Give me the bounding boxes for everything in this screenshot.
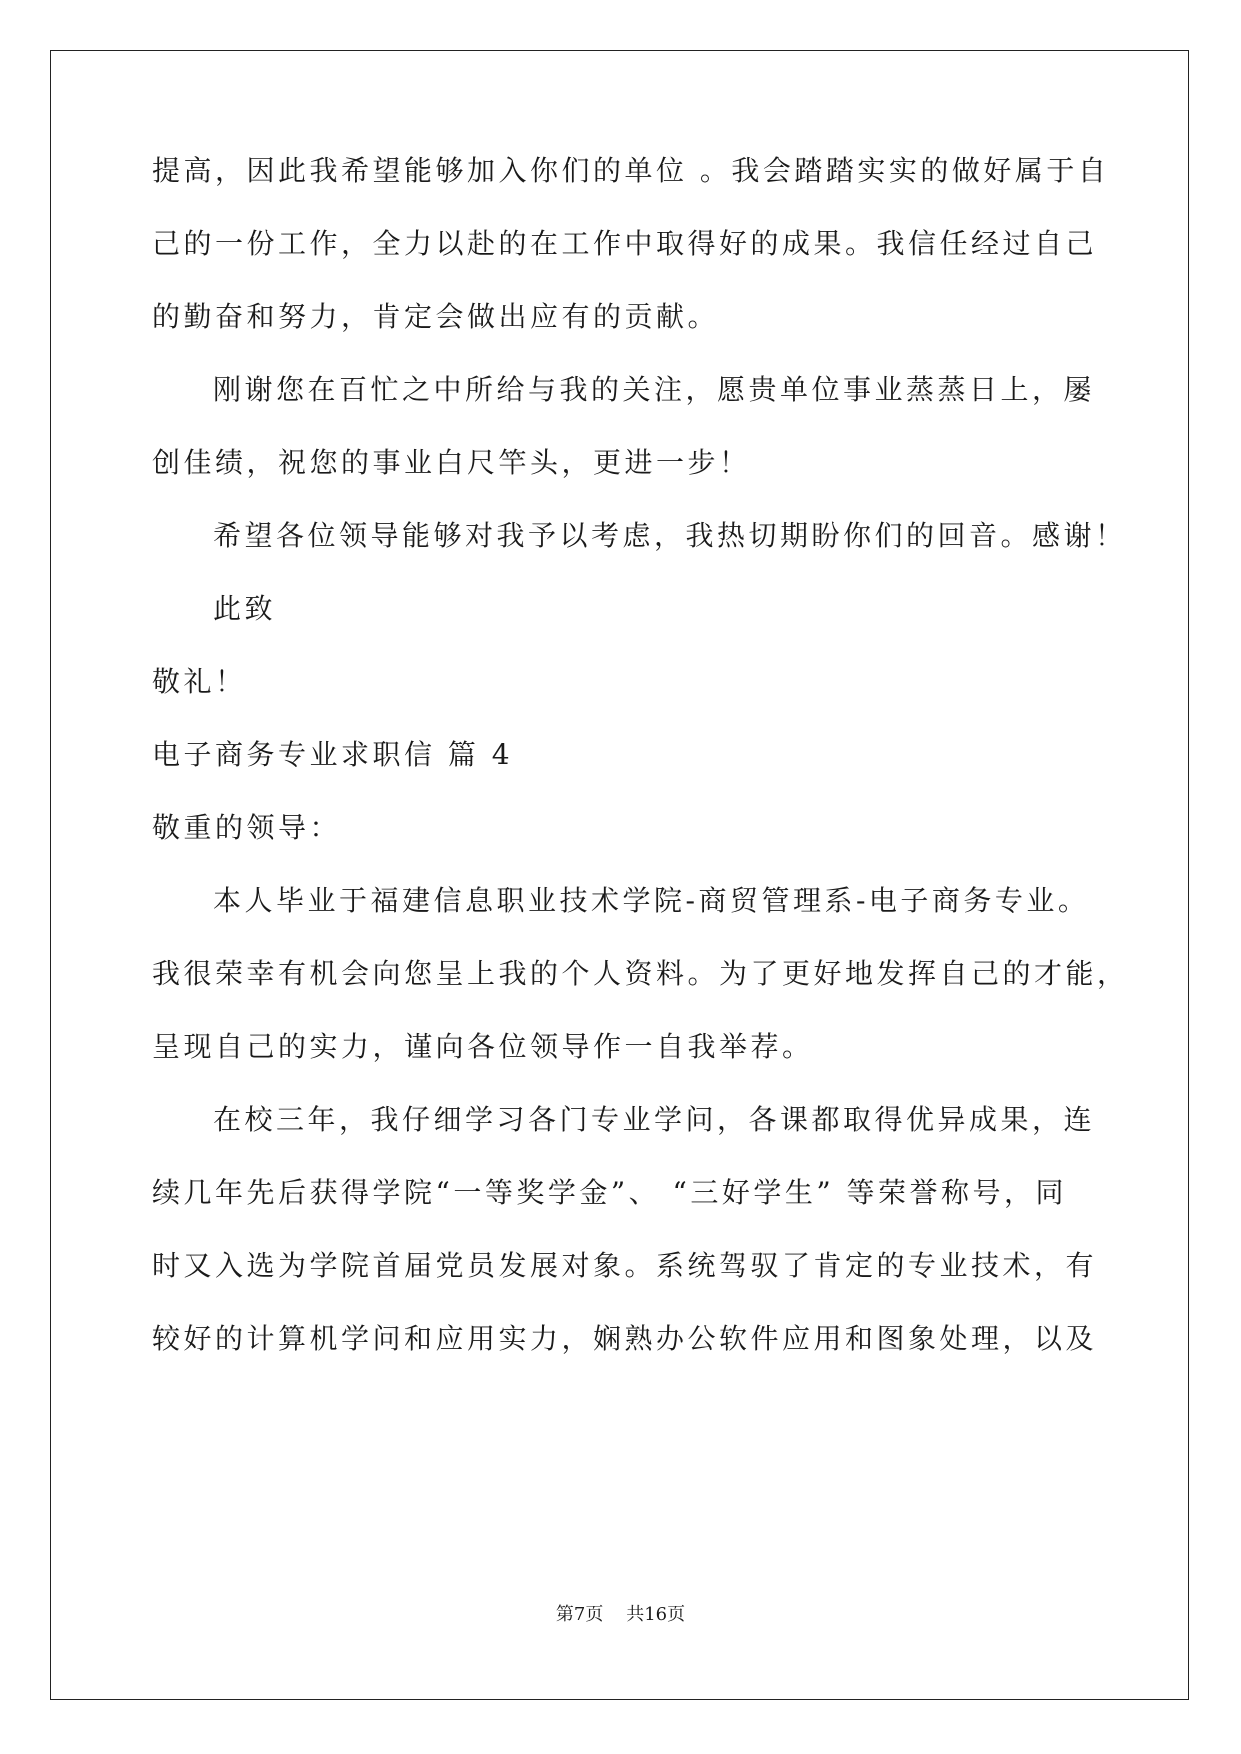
section-title: 电子商务专业求职信 篇 4 — [152, 738, 514, 771]
page-number-footer: 第7页 共16页 — [555, 1604, 686, 1625]
body-line: 时又入选为学院首届党员发展对象。系统驾驭了肯定的专业技术，有 — [152, 1249, 1098, 1282]
body-line: 较好的计算机学问和应用实力，娴熟办公软件应用和图象处理，以及 — [152, 1322, 1098, 1355]
paragraph-start-line: 刚谢您在百忙之中所给与我的关注，愿贵单位事业蒸蒸日上，屡 — [213, 373, 1096, 406]
body-line: 提高，因此我希望能够加入你们的单位 。我会踏踏实实的做好属于自 — [152, 154, 1110, 187]
body-line: 的勤奋和努力，肯定会做出应有的贡献。 — [152, 300, 720, 333]
body-line: 我很荣幸有机会向您呈上我的个人资料。为了更好地发挥自己的才能， — [152, 957, 1129, 990]
paragraph-start-line: 在校三年，我仔细学习各门专业学问，各课都取得优异成果，连 — [213, 1103, 1096, 1136]
body-line: 创佳绩，祝您的事业白尺竿头，更进一步！ — [152, 446, 751, 479]
body-line: 呈现自己的实力，谨向各位领导作一自我举荐。 — [152, 1030, 814, 1063]
paragraph-start-line: 希望各位领导能够对我予以考虑，我热切期盼你们的回音。感谢！ — [213, 519, 1127, 552]
paragraph-start-line: 本人毕业于福建信息职业技术学院-商贸管理系-电子商务专业。 — [213, 884, 1090, 917]
body-line: 续几年先后获得学院“一等奖学金”、 “三好学生” 等荣誉称号，同 — [152, 1176, 1068, 1209]
body-line: 己的一份工作，全力以赴的在工作中取得好的成果。我信任经过自己 — [152, 227, 1098, 260]
closing-salutation: 此致 — [213, 592, 277, 625]
closing-regards: 敬礼！ — [152, 665, 247, 698]
letter-greeting: 敬重的领导： — [152, 811, 342, 844]
